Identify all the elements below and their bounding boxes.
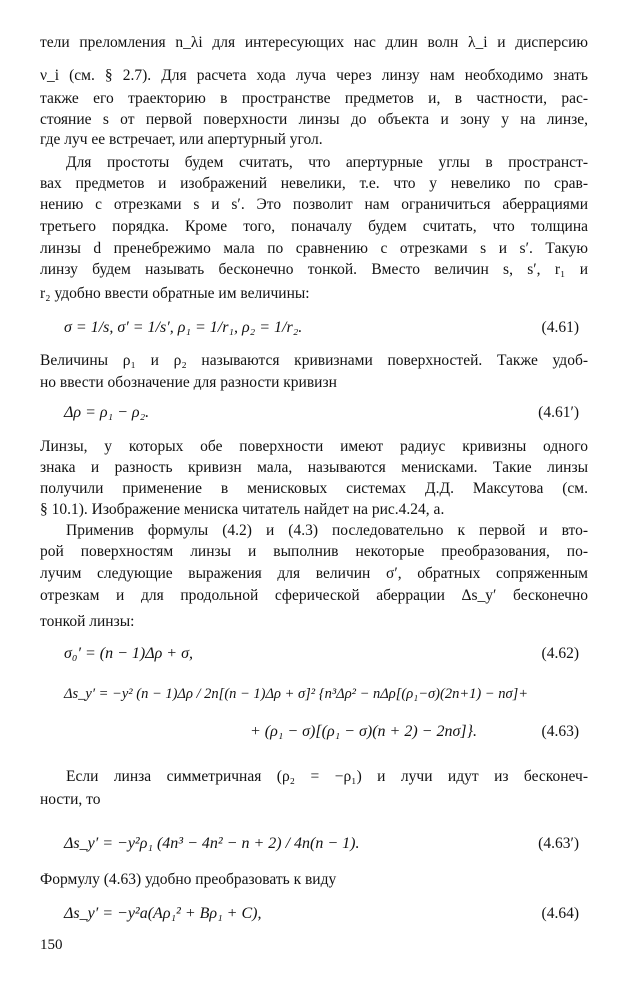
- equation-4-63-line1: Δs_y′ = −y² (n − 1)Δρ / 2n[(n − 1)Δρ + σ]² {n³Δρ² − nΔρ[(ρ₁−σ)(2n+1) − nσ]+: [64, 686, 529, 702]
- text-line: линзы d пренебрежимо мала по сравнению с отрезками s и s′. Такую: [40, 240, 588, 257]
- equation-number: (4.61′): [538, 404, 579, 421]
- page-number: 150: [40, 937, 63, 953]
- text-line: рой поверхностям линзы и выполнив некоторые преобразования, по-: [40, 543, 588, 560]
- text-line: отрезкам и для продольной сферической аберрации Δs_y′ бесконечно: [40, 587, 588, 604]
- text-line: лучим следующие выражения для величин σ′, обратных сопряженным: [40, 565, 588, 582]
- equation-4-62: σ₀′ = (n − 1)Δρ + σ,: [64, 645, 193, 662]
- equation-4-63-prime: Δs_y′ = −y²ρ₁ (4n³ − 4n² − n + 2) / 4n(n − 1).: [64, 835, 360, 852]
- equation-number: (4.62): [541, 645, 579, 662]
- equation-number: (4.61): [541, 319, 579, 336]
- text-line: знака и разность кривизн мала, называются менисками. Такие линзы: [40, 459, 588, 476]
- text-line: Для простоты будем считать, что апертурные углы в пространст-: [66, 154, 588, 171]
- text-line: Если линза симметричная (ρ₂ = −ρ₁) и лучи идут из бесконеч-: [66, 768, 588, 785]
- equation-4-61: σ = 1/s, σ′ = 1/s′, ρ₁ = 1/r₁, ρ₂ = 1/r₂.: [64, 319, 303, 336]
- text-line: ности, то: [40, 791, 101, 808]
- text-line: Величины ρ₁ и ρ₂ называются кривизнами поверхностей. Также удоб-: [40, 352, 588, 369]
- equation-number: (4.64): [541, 905, 579, 922]
- equation-4-64: Δs_y′ = −y²a(Aρ₁² + Bρ₁ + C),: [64, 905, 262, 922]
- text-line: тели преломления n_λi для интересующих нас длин волн λ_i и дисперсию: [40, 34, 588, 51]
- text-line: стояние s от первой поверхности линзы до объекта и зону y на линзе,: [40, 111, 588, 128]
- text-line: вах предметов и изображений невелики, т.е. что y невелико по срав-: [40, 175, 588, 192]
- equation-number: (4.63): [541, 723, 579, 740]
- text-line: § 10.1). Изображение мениска читатель найдет на рис.4.24, а.: [40, 501, 445, 518]
- text-line: линзу будем называть бесконечно тонкой. Вместо величин s, s′, r₁ и: [40, 261, 588, 278]
- text-line: также его траекторию в пространстве предметов и, в частности, рас-: [40, 90, 588, 107]
- equation-4-61-prime: Δρ = ρ₁ − ρ₂.: [64, 404, 150, 421]
- text-line: тонкой линзы:: [40, 613, 135, 630]
- text-line: ν_i (см. § 2.7). Для расчета хода луча через линзу нам необходимо знать: [40, 67, 588, 84]
- equation-4-63-line2: + (ρ₁ − σ)[(ρ₁ − σ)(n + 2) − 2nσ]}.: [250, 723, 477, 740]
- text-line: где луч ее встречает, или апертурный угол.: [40, 131, 323, 148]
- text-line: r₂ удобно ввести обратные им величины:: [40, 285, 310, 302]
- equation-number: (4.63′): [538, 835, 579, 852]
- text-line: но ввести обозначение для разности кривизн: [40, 374, 337, 391]
- text-line: Применив формулы (4.2) и (4.3) последовательно к первой и вто-: [66, 522, 588, 539]
- text-line: третьего порядка. Кроме того, поначалу будем считать, что толщина: [40, 218, 588, 235]
- text-line: нению с отрезками s и s′. Это позволит нам ограничиться аберрациями: [40, 196, 588, 213]
- text-line: получили применение в менисковых системах Д.Д. Максутова (см.: [40, 480, 588, 497]
- text-line: Формулу (4.63) удобно преобразовать к виду: [40, 871, 337, 888]
- text-line: Линзы, у которых обе поверхности имеют радиус кривизны одного: [40, 438, 588, 455]
